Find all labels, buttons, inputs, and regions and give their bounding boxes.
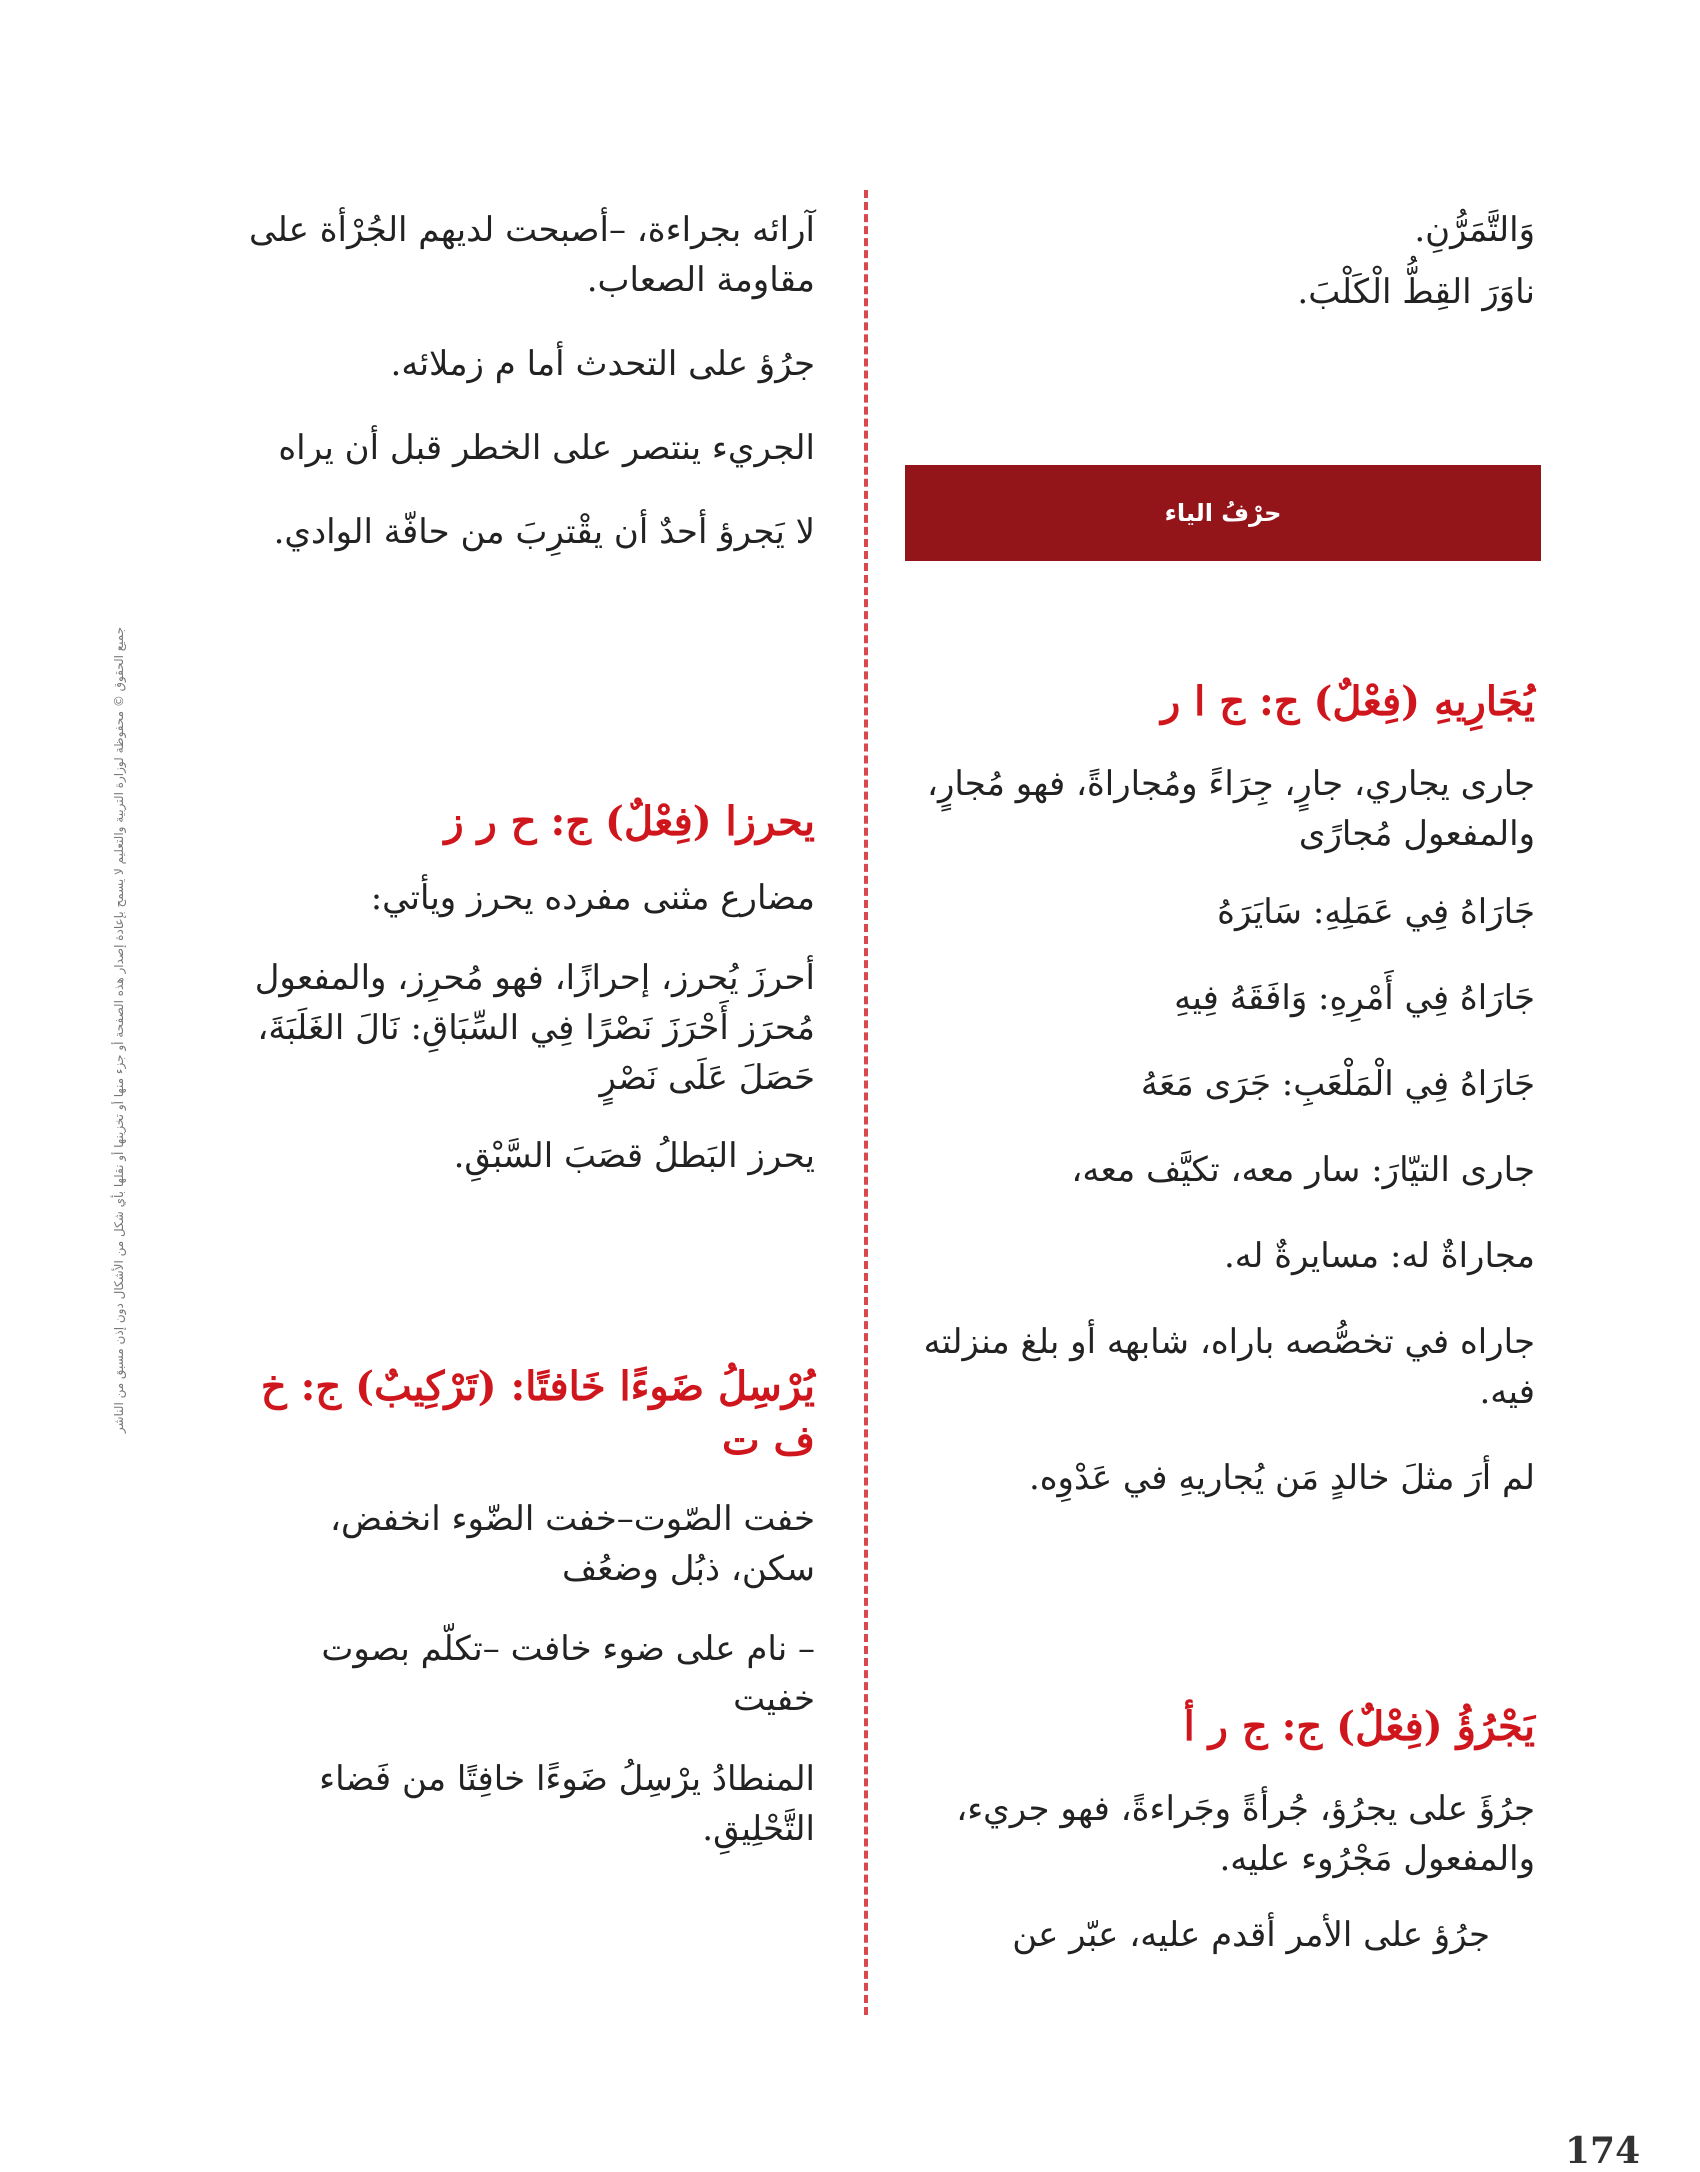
continued-text: آرائه بجراءة، –أصبحت لديهم الجُرْأة على مقاومة الصعاب. (249, 210, 815, 300)
entry-example: أحرزَ يُحرز، إحرازًا، فهو مُحرِز، والمفعول مُحرَز أَحْرَزَ نَصْرًا فِي السِّبَاقِ: نَالَ الغَلَبَةَ، حَصَلَ عَلَى نَصْرٍ (254, 958, 815, 1098)
entry-example: لم أرَ مثلَ خالدٍ مَن يُجاريهِ في عَدْوِه. (1028, 1458, 1535, 1498)
entry-example: المنطادُ يرْسِلُ ضَوءًا خافِتًا من فَضاء التَّحْلِيقِ. (319, 1759, 815, 1849)
example-line: جرُؤ على التحدث أما م زملائه. (390, 344, 815, 384)
entry-example: جارى التيّارَ: سار معه، تكيَّف معه، (1071, 1150, 1535, 1190)
section-title-bar (905, 465, 1541, 561)
example-line: ناوَرَ القِطُّ الْكَلْبَ. (1297, 272, 1535, 312)
left-column-top (240, 205, 815, 557)
entry-definition: مضارع مثنى مفرده يحرز ويأتي: (370, 878, 815, 918)
entry-definition: خفت الصّوت–خفت الضّوء انخفض، سكن، ذبُل وضعُف (329, 1499, 815, 1589)
entry-definition: جارى يجاري، جارٍ، جِرَاءً ومُجاراةً، فهو مُجارٍ، والمفعول مُجارًى (927, 764, 1535, 854)
entry-example: جرُؤ على الأمر أقدم عليه، عبّر عن (1012, 1915, 1490, 1955)
example-line: لا يَجرؤ أحدٌ أن يقْترِبَ من حافّة الوادي. (273, 512, 815, 552)
section-title: حرْفُ الياء (1164, 499, 1282, 527)
entry-heading: يَجْرُؤُ (فِعْلٌ) ج: ج ر أ (1183, 1703, 1535, 1750)
right-column (905, 205, 1535, 317)
entry-example: جَارَاهُ فِي أَمْرِهِ: وَافَقَهُ فِيهِ (1174, 978, 1535, 1018)
copyright-note: جميع الحقوق © محفوظة لوزارة التربية والتعليم لا يسمح بإعادة إصدار هذه الصفحة أو جزء منها أو تخزينها أو نقلها بأي شكل من الأشكال دون إذن مسبق من الناشر (112, 626, 126, 1434)
entry-example: جَارَاهُ فِي الْمَلْعَبِ: جَرَى مَعَهُ (1140, 1064, 1535, 1104)
entry-yahraza (240, 795, 815, 1181)
example-line: الجريء ينتصر على الخطر قبل أن يراه (278, 428, 815, 468)
entry-yursilu (240, 1360, 815, 1854)
entry-heading: يُجَارِيهِ (فِعْلٌ) ج: ج ا ر (1160, 678, 1535, 725)
entry-yajruu (905, 1700, 1535, 1960)
continued-line: وَالتَّمَرُّنِ. (1414, 210, 1535, 250)
page-number: 174 (1565, 2130, 1641, 2172)
entry-example: مجاراةٌ له: مسايرةٌ له. (1224, 1236, 1535, 1276)
entry-yujarihi (905, 675, 1535, 1503)
entry-example: جاراه في تخصُّصه باراه، شابهه أو بلغ منزلته فيه. (923, 1322, 1535, 1412)
entry-example: يحرز البَطلُ قصَبَ السَّبْقِ. (453, 1136, 815, 1176)
column-divider (864, 190, 868, 2015)
entry-definition: جرُؤَ على يجرُؤ، جُرأةً وجَراءةً، فهو جريء، والمفعول مَجْرُوء عليه. (956, 1789, 1535, 1879)
entry-heading: يُرْسِلُ ضَوءًا خَافتًا: (تَرْكِيبٌ) ج: خ ف ت (260, 1363, 815, 1464)
entry-example: – نام على ضوء خافت –تكلّم بصوت خفيت (321, 1629, 815, 1719)
entry-heading: يحرزا (فِعْلٌ) ج: ح ر ز (444, 798, 815, 845)
entry-example: جَارَاهُ فِي عَمَلِهِ: سَايَرَهُ (1217, 892, 1535, 932)
